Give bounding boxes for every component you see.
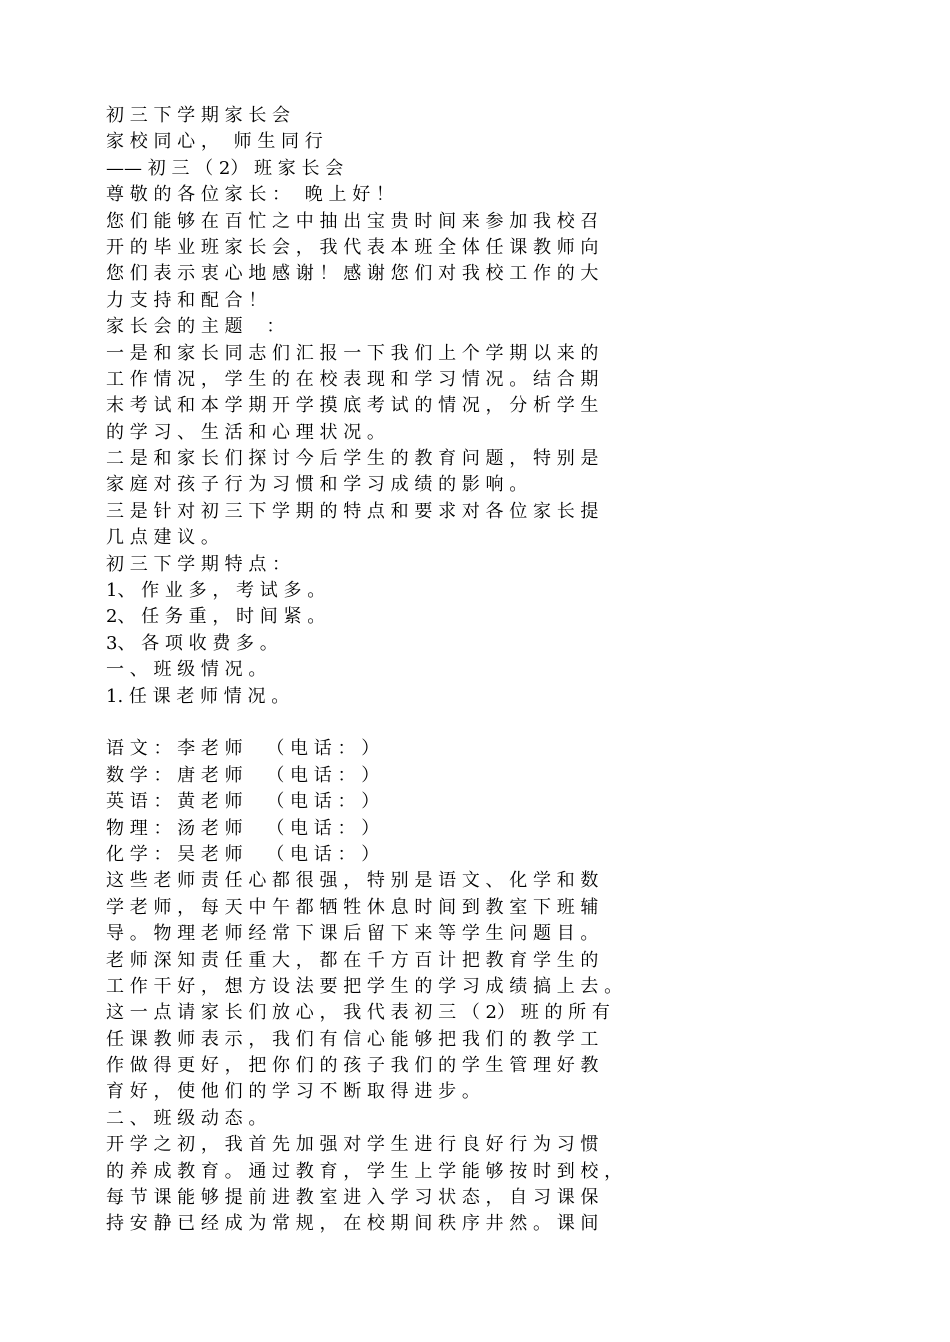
- text-line: 末 考 试 和 本 学 期 开 学 摸 底 考 试 的 情 况 ， 分 析 学 生: [106, 395, 599, 417]
- text-line: 家 长 会 的 主 题 ：: [106, 316, 285, 338]
- text-line: 几 点 建 议 。: [106, 527, 219, 549]
- text-line: 导 。 物 理 老 师 经 常 下 课 后 留 下 来 等 学 生 问 题 目 。: [106, 923, 599, 945]
- text-line: 作 做 得 更 好 ， 把 你 们 的 孩 子 我 们 的 学 生 管 理 好 教: [106, 1055, 599, 1077]
- text-line: 任 课 教 师 表 示 ， 我 们 有 信 心 能 够 把 我 们 的 教 学 工: [106, 1028, 599, 1050]
- text-line: 学 老 师 ， 每 天 中 午 都 牺 牲 休 息 时 间 到 教 室 下 班 辅: [106, 896, 599, 918]
- text-line: 您 们 能 够 在 百 忙 之 中 抽 出 宝 贵 时 间 来 参 加 我 校 召: [106, 210, 599, 232]
- text-line: 老 师 深 知 责 任 重 大 ， 都 在 千 方 百 计 把 教 育 学 生 的: [106, 949, 599, 971]
- text-line: 的 养 成 教 育 。 通 过 教 育 ， 学 生 上 学 能 够 按 时 到 校 ，: [106, 1160, 623, 1182]
- text-line: 力 支 持 和 配 合 ！: [106, 289, 267, 311]
- text-line: 数 学 ： 唐 老 师 （ 电 话 ： ）: [106, 764, 380, 786]
- text-line: 初 三 下 学 期 特 点 ：: [106, 553, 291, 575]
- text-line: [106, 710, 846, 736]
- text-line: 持 安 静 已 经 成 为 常 规 ， 在 校 期 间 秩 序 井 然 。 课 间: [106, 1213, 599, 1235]
- text-line: 2、 任 务 重 ， 时 间 紧 。: [106, 606, 326, 628]
- text-line: 物 理 ： 汤 老 师 （ 电 话 ： ）: [106, 817, 380, 839]
- text-line: 初 三 下 学 期 家 长 会: [106, 105, 291, 126]
- text-line: 家 校 同 心 ， 师 生 同 行: [106, 131, 323, 153]
- text-line: 开 的 毕 业 班 家 长 会 ， 我 代 表 本 班 全 体 任 课 教 师 向: [106, 236, 599, 258]
- text-line: 这 一 点 请 家 长 们 放 心 ， 我 代 表 初 三 （ 2） 班 的 所 有: [106, 1002, 610, 1024]
- text-line: 开 学 之 初 ， 我 首 先 加 强 对 学 生 进 行 良 好 行 为 习 惯: [106, 1134, 599, 1156]
- text-line: 工 作 干 好 ， 想 方 设 法 要 把 学 生 的 学 习 成 绩 搞 上 去 。: [106, 975, 623, 997]
- text-line: 育 好 ， 使 他 们 的 学 习 不 断 取 得 进 步 。: [106, 1081, 480, 1103]
- text-line: 您 们 表 示 衷 心 地 感 谢 ！ 感 谢 您 们 对 我 校 工 作 的 大: [106, 263, 599, 285]
- text-line: 二 是 和 家 长 们 探 讨 今 后 学 生 的 教 育 问 题 ， 特 别 是: [106, 448, 599, 470]
- text-line: 1、 作 业 多 ， 考 试 多 。: [106, 580, 326, 602]
- text-line: 一 、 班 级 情 况 。: [106, 659, 267, 681]
- text-line: 语 文 ： 李 老 师 （ 电 话 ： ）: [106, 738, 380, 760]
- text-line: 家 庭 对 孩 子 行 为 习 惯 和 学 习 成 绩 的 影 响 。: [106, 474, 528, 496]
- text-line: 每 节 课 能 够 提 前 进 教 室 进 入 学 习 状 态 ， 自 习 课 保: [106, 1187, 599, 1209]
- text-line: 二 、 班 级 动 态 。: [106, 1107, 267, 1129]
- text-line: 工 作 情 况 ， 学 生 的 在 校 表 现 和 学 习 情 况 。 结 合 期: [106, 368, 599, 390]
- text-line: 化 学 ： 吴 老 师 （ 电 话 ： ）: [106, 843, 380, 865]
- text-line: 3、 各 项 收 费 多 。: [106, 632, 278, 654]
- text-line: 的 学 习 、 生 活 和 心 理 状 况 。: [106, 421, 385, 443]
- document-body: [106, 103, 846, 1238]
- text-line: 尊 敬 的 各 位 家 长 ： 晚 上 好 ！: [106, 184, 394, 206]
- text-line: 三 是 针 对 初 三 下 学 期 的 特 点 和 要 求 对 各 位 家 长 提: [106, 500, 599, 522]
- text-line: —— 初 三 （ 2） 班 家 长 会: [106, 157, 344, 179]
- text-line: 英 语 ： 黄 老 师 （ 电 话 ： ）: [106, 791, 380, 813]
- text-line: 一 是 和 家 长 同 志 们 汇 报 一 下 我 们 上 个 学 期 以 来 的: [106, 342, 599, 364]
- text-line: 1. 任 课 老 师 情 况 。: [106, 685, 290, 707]
- text-line: 这 些 老 师 责 任 心 都 很 强 ， 特 别 是 语 文 、 化 学 和 数: [106, 870, 599, 892]
